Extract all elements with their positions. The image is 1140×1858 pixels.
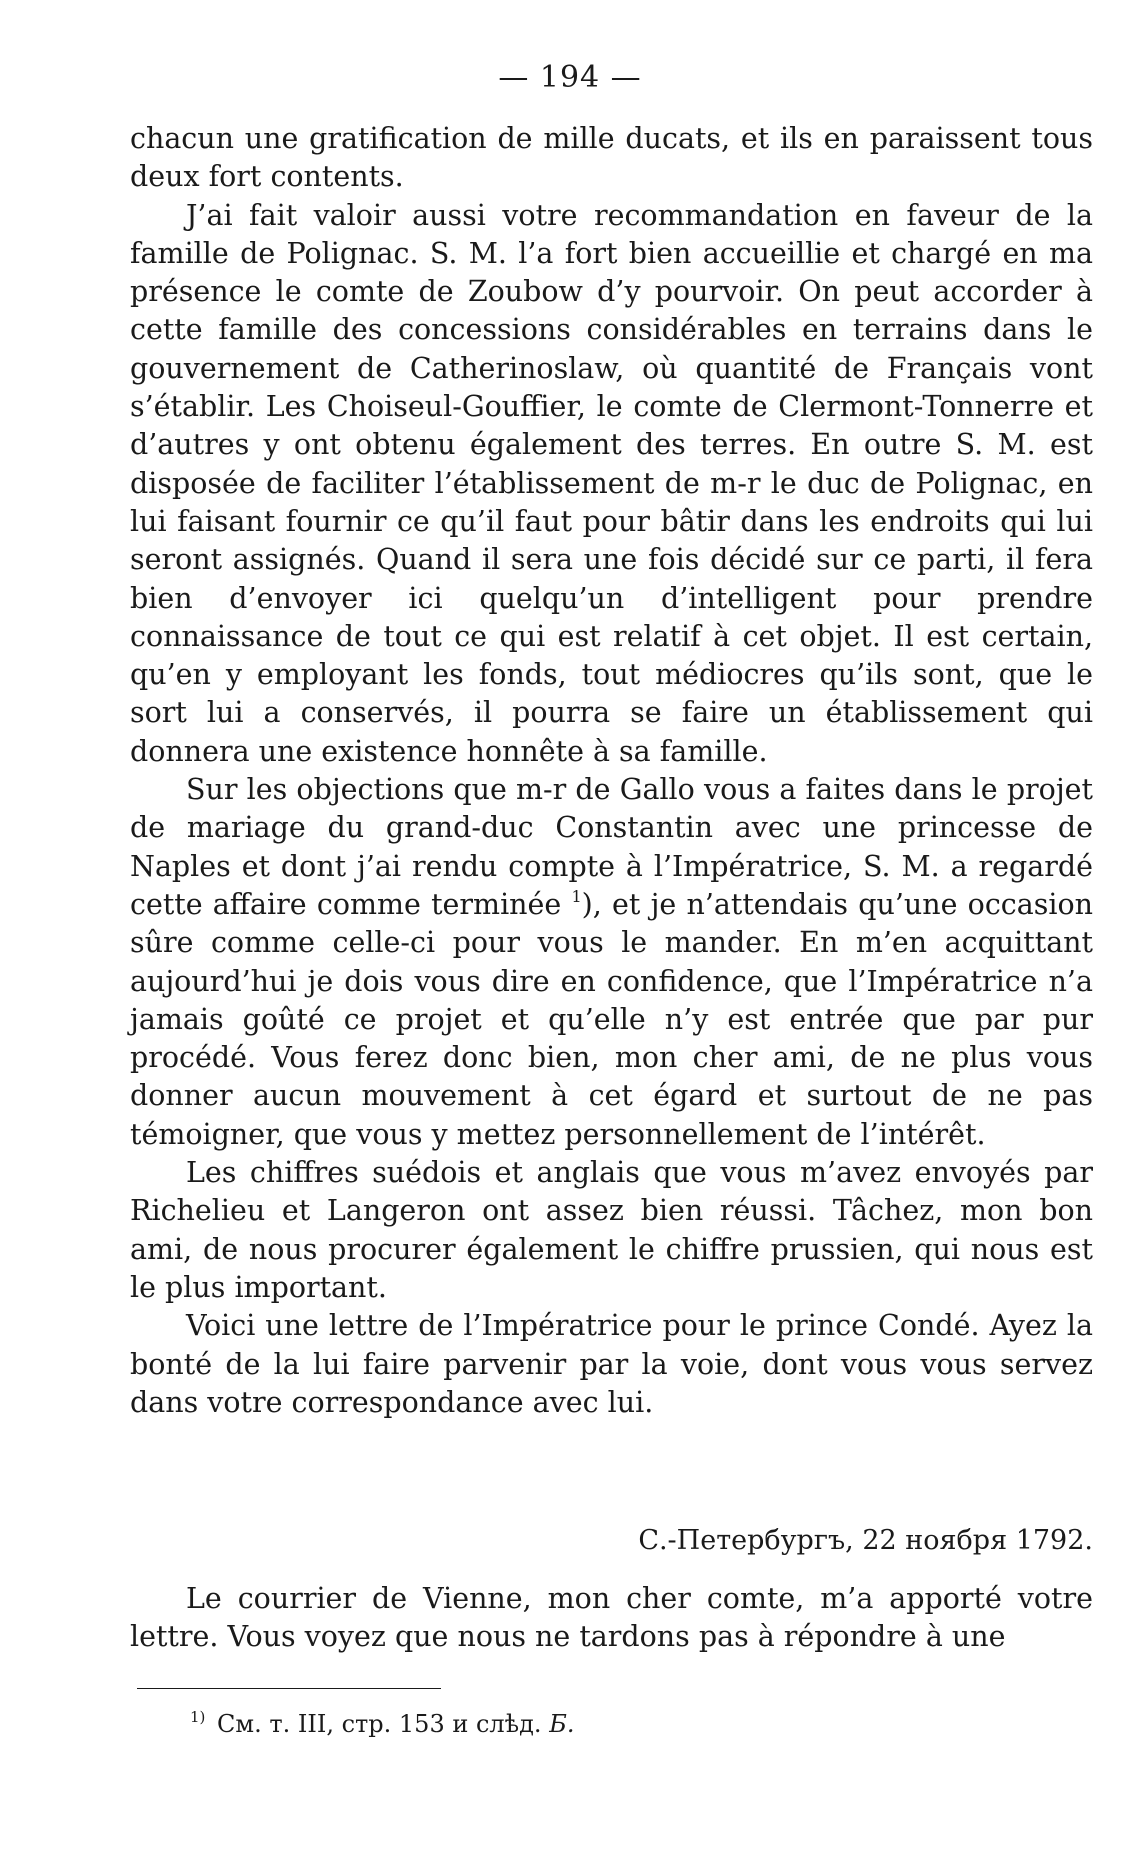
letter-opening: Le courrier de Vienne, mon cher comte, m’a apporté votre lettre. Vous voyez que nous ne tardons pas à répondre à une: [130, 1582, 1093, 1654]
paragraph-conde: Voici une lettre de l’Impératrice pour le prince Condé. Ayez la bonté de la lui faire parvenir par la voie, dont vous vous servez dans votre correspondance avec lui.: [130, 1309, 1093, 1419]
footnote-divider: [137, 1688, 441, 1689]
footnote: [190, 1700, 574, 1741]
paragraph-ciphers: Les chiffres suédois et anglais que vous m’avez envoyés par Richelieu et Langeron ont assez bien réussi. Tâchez, mon bon ami, de nous procurer également le chiffre prussien, qui nous est le plus important.: [130, 1156, 1093, 1304]
paragraph-gallo-start: Sur les objections que m-r de Gallo vous a faites dans le projet de mariage du grand-duc Constantin avec une princesse de Naples et dont j’ai rendu compte à l’Impératrice, S. M. a regardé cette affaire comme terminée: [130, 773, 1093, 921]
footnote-abbreviation: Б.: [549, 1710, 575, 1738]
paragraph-polignac: J’ai fait valoir aussi votre recommandation en faveur de la famille de Polignac. S. M. l’a fort bien accueillie et chargé en ma présence le comte de Zoubow d’y pourvoir. On peut accorder à cette famille des concessions considérables en terrains dans le gouvernement de Catherinoslaw, où quantité de Français vont s’établir. Les Choiseul-Gouffier, le comte de Clermont-Tonnerre et d’autres y ont obtenu également des terres. En outre S. M. est disposée de faciliter l’établissement de m-r le duc de Polignac, en lui faisant fournir ce qu’il faut pour bâtir dans les endroits qui lui seront assignés. Quand il sera une fois décidé sur ce parti, il fera bien d’envoyer ici quelqu’un d’intelligent pour prendre connaissance de tout ce qui est relatif à cet objet. Il est certain, qu’en y employant les fonds, tout médiocres qu’ils sont, que le sort lui a conservés, il pourra se faire un établissement qui donnera une existence honnête à sa famille.: [130, 198, 1093, 768]
footnote-mark: 1): [190, 1708, 206, 1726]
page-number: — 194 —: [498, 60, 642, 95]
paragraph-continuation: chacun une gratification de mille ducats, et ils en paraissent tous deux fort contents.: [130, 122, 1093, 194]
footnote-text: См. т. III, стр. 153 и слѣд.: [217, 1710, 542, 1738]
paragraph-gallo-end: ), et je n’attendais qu’une occasion sûre comme celle-ci pour vous le mander. En m’en acquittant aujourd’hui je dois vous dire en confidence, que l’Impératrice n’a jamais goûté ce projet et qu’elle n’y est entrée que par pur procédé. Vous ferez donc bien, mon cher ami, de ne plus vous donner aucun mouvement à cet égard et surtout de ne pas témoigner, que vous y mettez personnellement de l’intérêt.: [130, 887, 1093, 1151]
body-text: [130, 120, 1093, 1422]
letter-place-date: С.-Петербургъ, 22 ноября 1792.: [638, 1525, 1093, 1556]
letter-text: [130, 1580, 1093, 1657]
paragraph-gallo: [130, 771, 1093, 1154]
footnote-reference: 1: [571, 886, 582, 906]
